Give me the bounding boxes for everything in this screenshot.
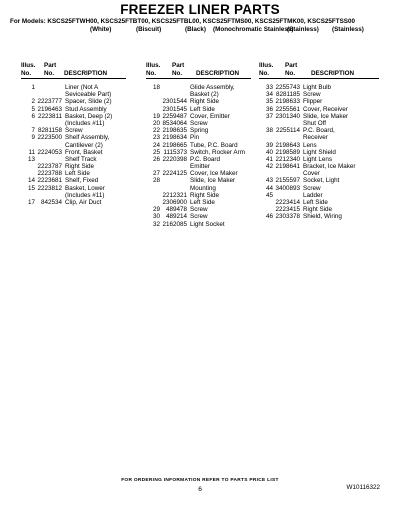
part-number: 2198665 (162, 141, 187, 149)
illus-number: 30 (152, 213, 160, 221)
illus-number: 23 (152, 134, 160, 142)
illus-number: 34 (265, 91, 273, 99)
part-description: Basket, Lower (65, 184, 105, 192)
illus-number: 41 (265, 155, 273, 163)
header-rule (259, 78, 379, 79)
part-description: Screw (190, 213, 208, 221)
illus-number: 45 (265, 191, 273, 199)
illus-number: 13 (27, 155, 35, 163)
illus-number: 28 (152, 177, 160, 185)
illus-number: 17 (27, 199, 35, 206)
part-number: 2223414 (275, 199, 300, 206)
illus-number: 36 (265, 105, 273, 113)
part-description: Cover, Emitter (190, 112, 230, 120)
document-number: W10116322 (346, 484, 380, 491)
illus-number: 35 (265, 98, 273, 106)
part-description: Basket (2) (190, 91, 219, 99)
part-description: Screw (303, 91, 321, 99)
part-description: Liner (Not A (65, 84, 99, 91)
illus-number: 6 (31, 112, 35, 120)
part-description: Flipper (303, 98, 323, 106)
variant-label: (White) (90, 26, 112, 33)
part-description: Shield, Wiring (303, 213, 342, 221)
part-description: Left Side (190, 105, 215, 113)
ordering-footer: FOR ORDERING INFORMATION REFER TO PARTS PRICE LIST (121, 478, 279, 483)
part-description: Shut Off (303, 119, 326, 127)
part-description: Right Side (303, 206, 333, 214)
variant-label: (Stainless) (287, 26, 319, 33)
part-number: 2196463 (37, 105, 62, 113)
illus-number: 46 (265, 213, 273, 221)
illus-number: 26 (152, 155, 160, 163)
illus-number: 2 (31, 98, 35, 106)
illus-number: 20 (152, 119, 160, 127)
part-number: 2223415 (275, 206, 300, 214)
illus-number: 22 (152, 127, 160, 135)
model-variants (0, 26, 400, 34)
part-number: 2303378 (275, 213, 300, 221)
illus-number: 19 (152, 112, 160, 120)
part-description: Glide Assembly, (190, 84, 235, 91)
illus-number: 44 (265, 184, 273, 192)
part-header: Part (44, 62, 57, 69)
part-description: Shelf, Fixed (65, 177, 99, 185)
part-number: 2306900 (162, 199, 187, 206)
variant-label: (Monochromatic Stainless) (213, 26, 294, 33)
part-number: 2255743 (275, 84, 300, 91)
page-number: 6 (198, 486, 202, 493)
part-description: Left Side (303, 199, 328, 206)
part-header: Part (172, 62, 185, 69)
illus-number: 39 (265, 141, 273, 149)
illus-number: 40 (265, 148, 273, 156)
part-number: 2223812 (37, 184, 62, 192)
part-number: 2162085 (162, 220, 187, 228)
part-description: Front, Basket (65, 148, 103, 156)
part-description: P.C. Board (190, 155, 220, 163)
illus-number: 42 (265, 163, 273, 171)
part-number: 842534 (40, 199, 62, 206)
illus-no-header: No. (259, 70, 270, 77)
part-number: 2198634 (162, 134, 187, 142)
illus-header: Illus. (21, 62, 36, 69)
part-description: Slide, Ice Maker (303, 112, 349, 120)
illus-number: 24 (152, 141, 160, 149)
part-description: Ladder (303, 191, 323, 199)
part-number: 2223500 (37, 134, 62, 142)
illus-no-header: No. (146, 70, 157, 77)
part-description: Shelf Assembly, (65, 134, 110, 142)
part-number: 3400893 (275, 184, 300, 192)
page-title: FREEZER LINER PARTS (120, 2, 280, 17)
part-description: Screw (190, 119, 208, 127)
part-number: 2212321 (162, 191, 187, 199)
illus-number: 27 (152, 170, 160, 178)
illus-header: Illus. (259, 62, 274, 69)
part-description: Cover (303, 170, 320, 178)
part-description: Bracket, Ice Maker (303, 163, 356, 171)
part-number: 2301545 (162, 105, 187, 113)
illus-number: 38 (265, 127, 273, 135)
models-line: For Models: KSCS25FTWH00, KSCS25FTBT00, KSCS25FTBL00, KSCS25FTMS00, KSCS25FTMK00, KSCS25FTSS00 (10, 18, 356, 25)
illus-number: 37 (265, 112, 273, 120)
part-description: Shelf Track (65, 155, 97, 163)
part-number: 2220398 (162, 155, 187, 163)
part-description: Spring (190, 127, 209, 135)
part-description: Light Lens (303, 155, 333, 163)
part-number: 2255114 (275, 127, 300, 135)
part-description: Emitter (190, 163, 210, 171)
part-number: 2212340 (275, 155, 300, 163)
part-description: Screw (190, 206, 208, 214)
part-description: Cover, Receiver (303, 105, 348, 113)
part-description: Seviceable Part) (65, 91, 112, 99)
part-description: P.C. Board, (303, 127, 335, 135)
part-description: Screw (303, 184, 321, 192)
part-description: Spacer, Slide (2) (65, 98, 112, 106)
illus-number: 1 (31, 84, 35, 91)
part-description: Light Bulb (303, 84, 332, 91)
part-description: Right Side (190, 191, 220, 199)
part-description: Basket, Deep (2) (65, 112, 113, 120)
illus-no-header: No. (21, 70, 32, 77)
part-number: 2155597 (275, 177, 300, 185)
part-description: Switch, Rocker Arm (190, 148, 245, 156)
header-rule (146, 78, 251, 79)
part-description: Receiver (303, 134, 328, 142)
part-number: 2301340 (275, 112, 300, 120)
part-description: Light Socket (190, 220, 225, 228)
illus-number: 25 (152, 148, 160, 156)
illus-number: 7 (31, 127, 35, 135)
part-description: Screw (65, 127, 83, 135)
part-no-header: No. (44, 70, 55, 77)
part-number: 8534064 (162, 119, 187, 127)
part-description: Socket, Light (303, 177, 340, 185)
part-description: Tube, P.C. Board (190, 141, 238, 149)
part-number: 2198643 (275, 141, 300, 149)
part-number: 2198635 (162, 127, 187, 135)
illus-number: 9 (31, 134, 35, 142)
part-description: Cover, Ice Maker (190, 170, 238, 178)
part-number: 2198633 (275, 98, 300, 106)
part-description: Light Shield (303, 148, 336, 156)
part-number: 2223788 (37, 170, 62, 178)
part-number: 2301544 (162, 98, 187, 106)
part-header: Part (285, 62, 298, 69)
header-rule (21, 78, 126, 79)
part-number: 2224125 (162, 170, 187, 178)
part-no-header: No. (172, 70, 183, 77)
illus-number: 15 (27, 184, 35, 192)
part-number: 2223811 (37, 112, 62, 120)
part-number: 489214 (165, 213, 187, 221)
illus-number: 5 (31, 105, 35, 113)
illus-number: 33 (265, 84, 273, 91)
part-description: Pin (190, 134, 200, 142)
illus-number: 11 (28, 148, 35, 156)
description-header: DESCRIPTION (64, 70, 108, 77)
part-number: 2223681 (37, 177, 62, 185)
illus-number: 18 (152, 84, 160, 91)
part-description: (Includes #11) (65, 119, 105, 127)
part-number: 8281158 (37, 127, 62, 135)
part-number: 2223777 (37, 98, 62, 106)
description-header: DESCRIPTION (311, 70, 355, 77)
variant-label: (Black) (185, 26, 206, 33)
variant-label: (Stainless) (332, 26, 364, 33)
part-description: Slide, Ice Maker (190, 177, 236, 185)
part-number: 1115373 (163, 148, 187, 156)
part-number: 2223787 (37, 163, 62, 171)
part-description: Clip, Air Duct (65, 199, 102, 206)
part-number: 489478 (165, 206, 187, 214)
part-description: Left Side (65, 170, 90, 178)
part-number: 2255561 (275, 105, 300, 113)
part-number: 2198641 (275, 163, 300, 171)
part-description: Lens (303, 141, 317, 149)
part-description: Stud Assembly (65, 105, 107, 113)
illus-number: 32 (152, 220, 160, 228)
part-number: 8281185 (275, 91, 300, 99)
part-description: Right Side (65, 163, 95, 171)
part-description: (Includes #11) (65, 191, 105, 199)
illus-number: 43 (265, 177, 273, 185)
part-description: Cantilever (2) (65, 141, 103, 149)
part-description: Mounting (190, 184, 216, 192)
part-number: 2198589 (275, 148, 300, 156)
illus-header: Illus. (146, 62, 161, 69)
illus-number: 14 (27, 177, 35, 185)
illus-number: 29 (152, 206, 160, 214)
part-number: 2259487 (162, 112, 187, 120)
variant-label: (Biscuit) (136, 26, 162, 33)
part-no-header: No. (285, 70, 296, 77)
part-description: Left Side (190, 199, 215, 206)
description-header: DESCRIPTION (196, 70, 240, 77)
part-number: 2224053 (37, 148, 62, 156)
part-description: Right Side (190, 98, 220, 106)
